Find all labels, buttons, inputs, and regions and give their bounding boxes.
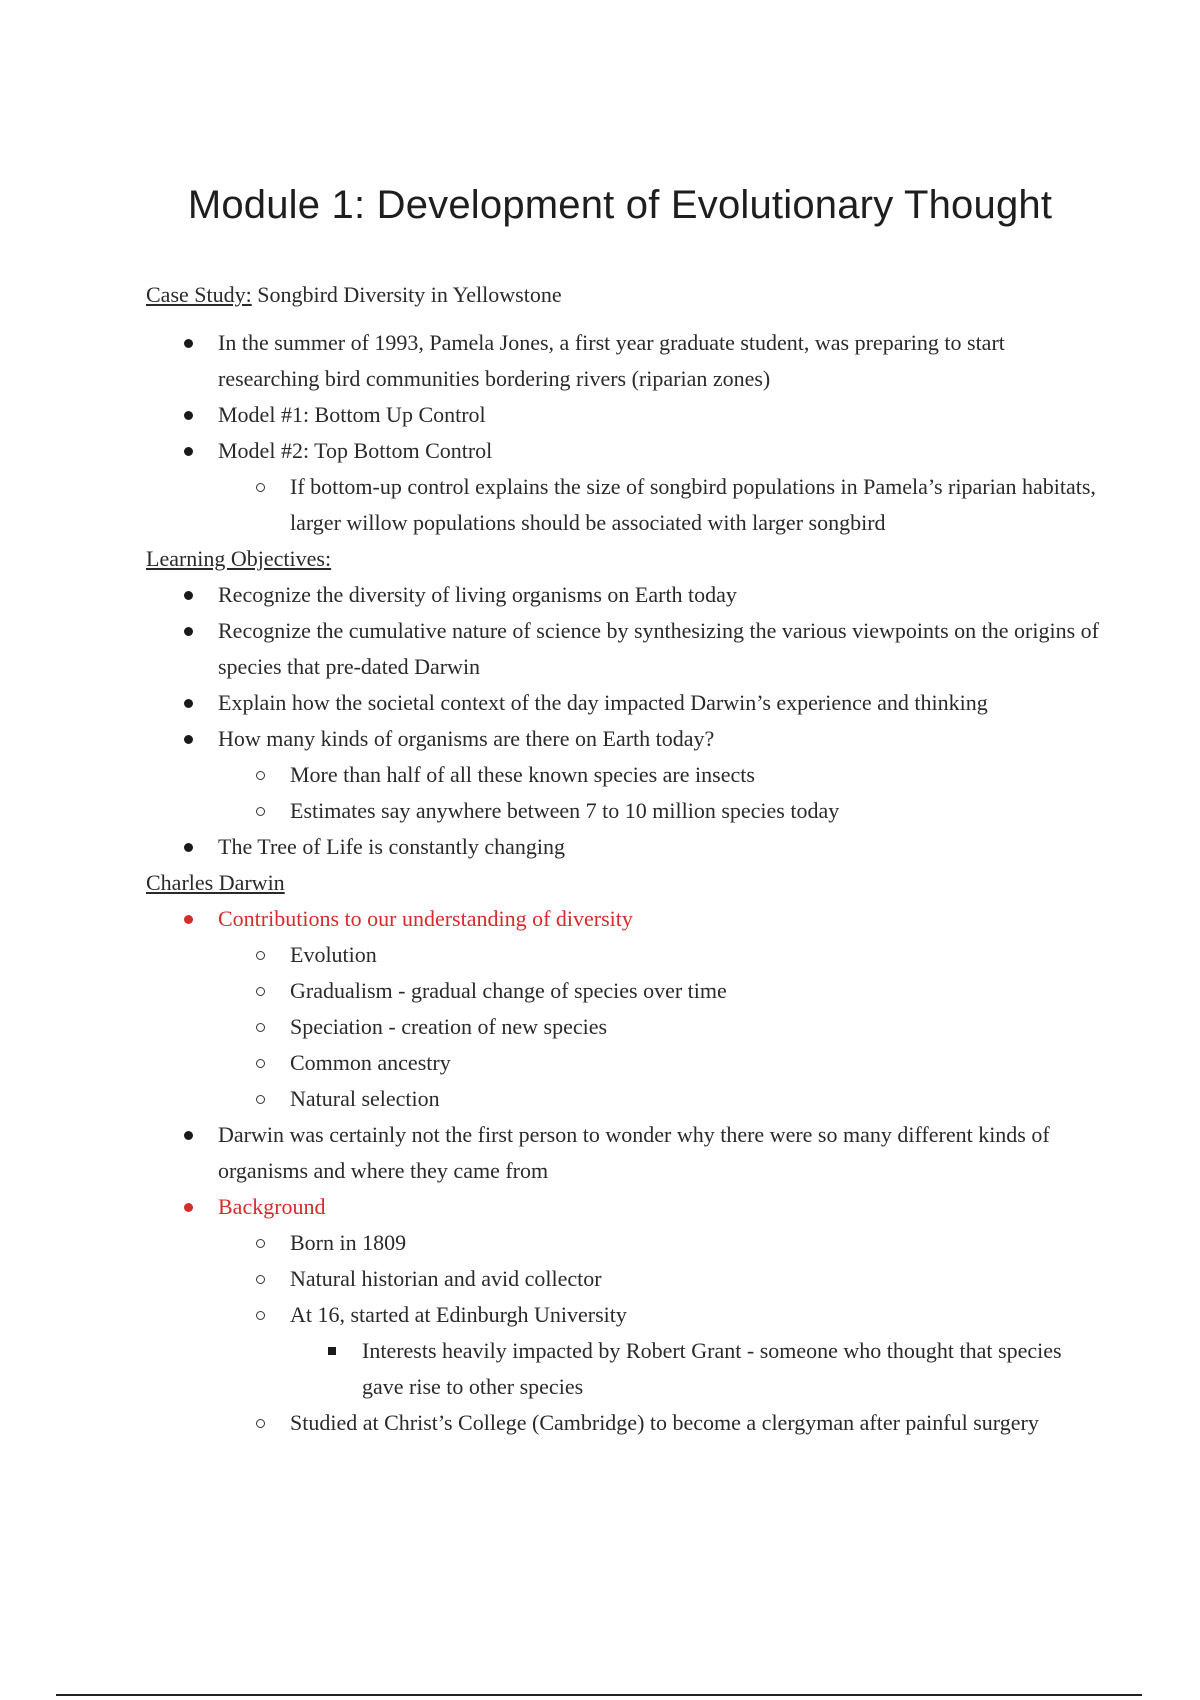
list-item-text: Common ancestry bbox=[290, 1050, 451, 1075]
page-title: Module 1: Development of Evolutionary Thought bbox=[187, 183, 1053, 227]
list-item-text: Model #2: Top Bottom Control bbox=[218, 438, 493, 463]
list-item bbox=[146, 973, 1106, 1009]
charles-darwin-list bbox=[146, 901, 1106, 1441]
list-item-text: Interests heavily impacted by Robert Grant - someone who thought that species gave rise to other species bbox=[362, 1338, 1062, 1399]
list-item bbox=[146, 397, 1106, 433]
learning-objectives-label: Learning Objectives: bbox=[146, 546, 332, 571]
bullet-disc-icon bbox=[184, 411, 193, 420]
list-item bbox=[146, 1405, 1106, 1441]
list-item bbox=[146, 1081, 1106, 1117]
list-item bbox=[146, 1045, 1106, 1081]
list-item-text: Evolution bbox=[290, 942, 377, 967]
list-item bbox=[146, 901, 1106, 937]
bullet-disc-icon bbox=[184, 627, 193, 636]
bullet-disc-icon bbox=[184, 339, 193, 348]
list-item bbox=[146, 1117, 1106, 1189]
bullet-disc-icon bbox=[184, 699, 193, 708]
bullet-circle-icon bbox=[256, 1239, 265, 1248]
list-item-text: How many kinds of organisms are there on Earth today? bbox=[218, 726, 715, 751]
list-item bbox=[146, 721, 1106, 757]
bullet-circle-icon bbox=[256, 1419, 265, 1428]
list-item-text: Recognize the cumulative nature of science by synthesizing the various viewpoints on the origins of species that pre-dated Darwin bbox=[218, 618, 1099, 679]
list-item bbox=[146, 1333, 1106, 1405]
list-item bbox=[146, 577, 1106, 613]
bullet-circle-icon bbox=[256, 1059, 265, 1068]
list-item bbox=[146, 469, 1106, 541]
list-item-text: Natural selection bbox=[290, 1086, 440, 1111]
bullet-disc-icon bbox=[184, 1203, 193, 1212]
bullet-circle-icon bbox=[256, 1095, 265, 1104]
bullet-circle-icon bbox=[256, 1311, 265, 1320]
bullet-disc-icon bbox=[184, 447, 193, 456]
bullet-circle-icon bbox=[256, 1023, 265, 1032]
case-study-list bbox=[146, 325, 1106, 541]
list-item-text: Darwin was certainly not the first person to wonder why there were so many different kinds of organisms and where they came from bbox=[218, 1122, 1050, 1183]
list-item bbox=[146, 793, 1106, 829]
charles-darwin-label: Charles Darwin bbox=[146, 870, 285, 895]
case-study-label: Case Study: bbox=[146, 282, 252, 307]
list-item bbox=[146, 937, 1106, 973]
bullet-disc-icon bbox=[184, 915, 193, 924]
case-study-title: Songbird Diversity in Yellowstone bbox=[251, 282, 562, 307]
list-item-text: At 16, started at Edinburgh University bbox=[290, 1302, 627, 1327]
list-item bbox=[146, 433, 1106, 469]
case-study-heading bbox=[146, 277, 1106, 313]
bullet-circle-icon bbox=[256, 483, 265, 492]
list-item-text: Speciation - creation of new species bbox=[290, 1014, 608, 1039]
bullet-square-icon bbox=[328, 1347, 336, 1355]
charles-darwin-heading bbox=[146, 865, 1106, 901]
list-item-text: In the summer of 1993, Pamela Jones, a first year graduate student, was preparing to start researching bird communities bordering rivers (riparian zones) bbox=[218, 330, 1005, 391]
list-item-text: Contributions to our understanding of diversity bbox=[218, 906, 633, 931]
bullet-circle-icon bbox=[256, 987, 265, 996]
list-item bbox=[146, 1189, 1106, 1225]
list-item-text: Studied at Christ’s College (Cambridge) to become a clergyman after painful surgery bbox=[290, 1410, 1039, 1435]
list-item-text: Model #1: Bottom Up Control bbox=[218, 402, 486, 427]
list-item bbox=[146, 829, 1106, 865]
bullet-disc-icon bbox=[184, 843, 193, 852]
list-item-text: Background bbox=[218, 1194, 326, 1219]
list-item-text: Natural historian and avid collector bbox=[290, 1266, 602, 1291]
list-item bbox=[146, 1261, 1106, 1297]
list-item-text: Gradualism - gradual change of species over time bbox=[290, 978, 727, 1003]
bullet-circle-icon bbox=[256, 1275, 265, 1284]
list-item bbox=[146, 1225, 1106, 1261]
list-item-text: Recognize the diversity of living organisms on Earth today bbox=[218, 582, 737, 607]
list-item-text: If bottom-up control explains the size of songbird populations in Pamela’s riparian habitats, larger willow populations should be associated with larger songbird bbox=[290, 474, 1096, 535]
list-item-text: The Tree of Life is constantly changing bbox=[218, 834, 566, 859]
page-bottom-rule bbox=[56, 1694, 1142, 1696]
list-item bbox=[146, 685, 1106, 721]
bullet-disc-icon bbox=[184, 591, 193, 600]
learning-objectives-heading bbox=[146, 541, 1106, 577]
list-item bbox=[146, 325, 1106, 397]
list-item-text: More than half of all these known species are insects bbox=[290, 762, 755, 787]
list-item-text: Born in 1809 bbox=[290, 1230, 407, 1255]
list-item bbox=[146, 757, 1106, 793]
list-item bbox=[146, 1009, 1106, 1045]
list-item-text: Explain how the societal context of the day impacted Darwin’s experience and thinking bbox=[218, 690, 988, 715]
learning-objectives-list bbox=[146, 577, 1106, 865]
document-body bbox=[146, 277, 1106, 1441]
list-item bbox=[146, 1297, 1106, 1333]
bullet-disc-icon bbox=[184, 735, 193, 744]
bullet-circle-icon bbox=[256, 807, 265, 816]
list-item bbox=[146, 613, 1106, 685]
list-item-text: Estimates say anywhere between 7 to 10 million species today bbox=[290, 798, 840, 823]
bullet-circle-icon bbox=[256, 771, 265, 780]
bullet-circle-icon bbox=[256, 951, 265, 960]
bullet-disc-icon bbox=[184, 1131, 193, 1140]
